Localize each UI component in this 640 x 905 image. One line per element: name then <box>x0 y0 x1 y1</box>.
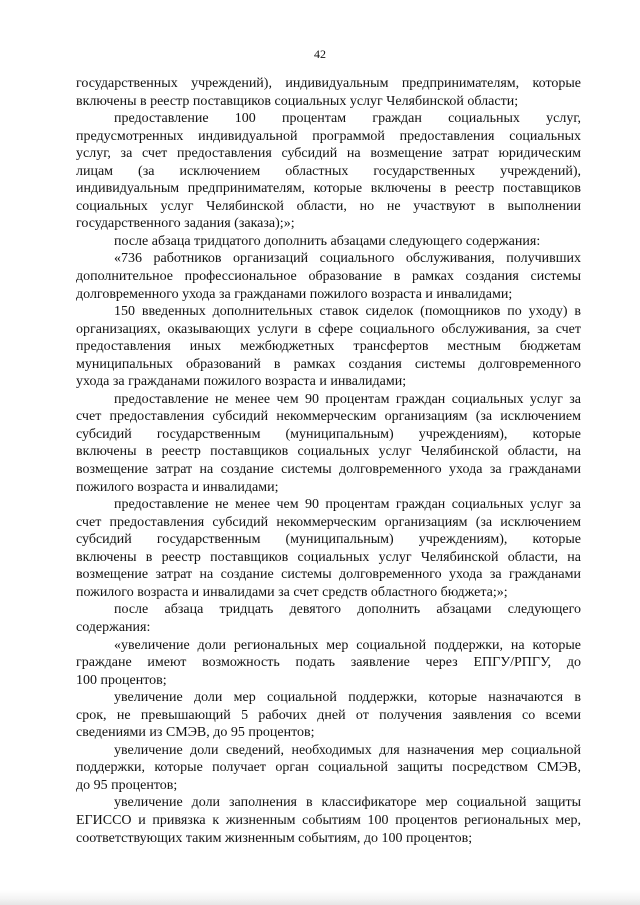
text-line: содержания: <box>76 619 151 635</box>
paragraph-5 <box>76 303 581 391</box>
paragraph-2 <box>76 110 581 233</box>
text-line: государственных учреждений), индивидуальным предпринимателям, которые <box>76 76 581 91</box>
text-line: государственного задания (заказа);»; <box>76 216 295 232</box>
text-line: индивидуальным предпринимателям, которые включены в реестр поставщиков <box>76 181 581 197</box>
text-line: «увеличение доли региональных мер социальной поддержки, на которые <box>114 637 581 653</box>
text-line: увеличение доли заполнения в классификаторе мер социальной защиты <box>114 795 581 811</box>
paragraph-10 <box>76 689 581 742</box>
text-line: «736 работников организаций социального обслуживания, получивших <box>114 251 581 267</box>
text-line: включены в реестр поставщиков социальных услуг Челябинской области, на <box>76 549 581 565</box>
text-line: 100 процентов; <box>76 672 167 688</box>
text-line: счет предоставления субсидий некоммерческим организациям (за исключением <box>76 514 581 530</box>
text-line: после абзаца тридцатого дополнить абзацами следующего содержания: <box>114 233 541 249</box>
text-line: увеличение доли мер социальной поддержки, которые назначаются в <box>114 690 581 706</box>
text-line: счет предоставления субсидий некоммерческим организациям (за исключением <box>76 409 581 425</box>
text-line: дополнительное профессиональное образование в рамках создания системы <box>76 269 581 285</box>
text-line: предоставление 100 процентам граждан социальных услуг, <box>114 111 581 127</box>
text-line: возмещение затрат на создание системы долговременного ухода за гражданами <box>76 462 581 478</box>
text-line: долговременного ухода за гражданами пожилого возраста и инвалидами; <box>76 286 513 302</box>
text-line: поддержки, которые получает орган социальной защиты посредством СМЭВ, <box>76 760 581 776</box>
text-line: субсидий государственным (муниципальным) учреждениям), которые <box>76 426 581 442</box>
paragraph-12 <box>76 794 581 847</box>
text-line: срок, не превышающий 5 рабочих дней от получения заявления со всеми <box>76 707 581 723</box>
text-line: ухода за гражданами пожилого возраста и инвалидами; <box>76 374 407 390</box>
text-line: предусмотренных индивидуальной программой предоставления социальных <box>76 128 581 144</box>
text-line: ЕГИССО и привязка к жизненным событиям 100 процентов региональных мер, <box>76 812 581 828</box>
scan-edge <box>0 890 640 905</box>
text-line: соответствующих таким жизненным событиям, до 100 процентов; <box>76 830 473 846</box>
text-line: пожилого возраста и инвалидами за счет средств областного бюджета;»; <box>76 584 508 600</box>
paragraph-4 <box>76 250 581 303</box>
text-line: лицам (за исключением областных государственных учреждений), <box>76 163 581 179</box>
text-line: до 95 процентов; <box>76 777 178 793</box>
paragraph-9 <box>76 637 581 690</box>
paragraph-1 <box>76 75 581 110</box>
paragraph-3 <box>76 233 581 251</box>
paragraph-11 <box>76 742 581 795</box>
text-line: сведениями из СМЭВ, до 95 процентов; <box>76 725 315 741</box>
text-line: включены в реестр поставщиков социальных услуг Челябинской области; <box>76 93 519 109</box>
text-line: предоставление не менее чем 90 процентам граждан социальных услуг за <box>114 391 581 407</box>
text-line: увеличение доли сведений, необходимых для назначения мер социальной <box>114 742 581 758</box>
document-body <box>76 75 581 847</box>
text-line: предоставление не менее чем 90 процентам граждан социальных услуг за <box>114 497 581 513</box>
text-line: включены в реестр поставщиков социальных услуг Челябинской области, на <box>76 444 581 460</box>
text-line: возмещение затрат на создание системы долговременного ухода за гражданами <box>76 567 581 583</box>
text-line: социальных услуг Челябинской области, но не участвуют в выполнении <box>76 198 581 214</box>
text-line: пожилого возраста и инвалидами; <box>76 479 279 495</box>
paragraph-6 <box>76 391 581 496</box>
paragraph-8 <box>76 601 581 636</box>
paragraph-7 <box>76 496 581 601</box>
text-line: муниципальных образований в рамках создания системы долговременного <box>76 356 581 372</box>
text-line: организациях, оказывающих услуги в сфере социального обслуживания, за счет <box>76 321 581 337</box>
text-line: услуг, за счет предоставления субсидий на возмещение затрат юридическим <box>76 146 581 162</box>
text-line: субсидий государственным (муниципальным) учреждениям), которые <box>76 532 581 548</box>
text-line: после абзаца тридцать девятого дополнить абзацами следующего <box>114 602 581 618</box>
text-line: граждане имеют возможность подать заявление через ЕПГУ/РПГУ, до <box>76 655 581 671</box>
page-number: 42 <box>314 47 326 61</box>
text-line: предоставления иных межбюджетных трансфертов местным бюджетам <box>76 339 581 355</box>
text-line: 150 введенных дополнительных ставок сиделок (помощников по уходу) в <box>114 304 581 320</box>
